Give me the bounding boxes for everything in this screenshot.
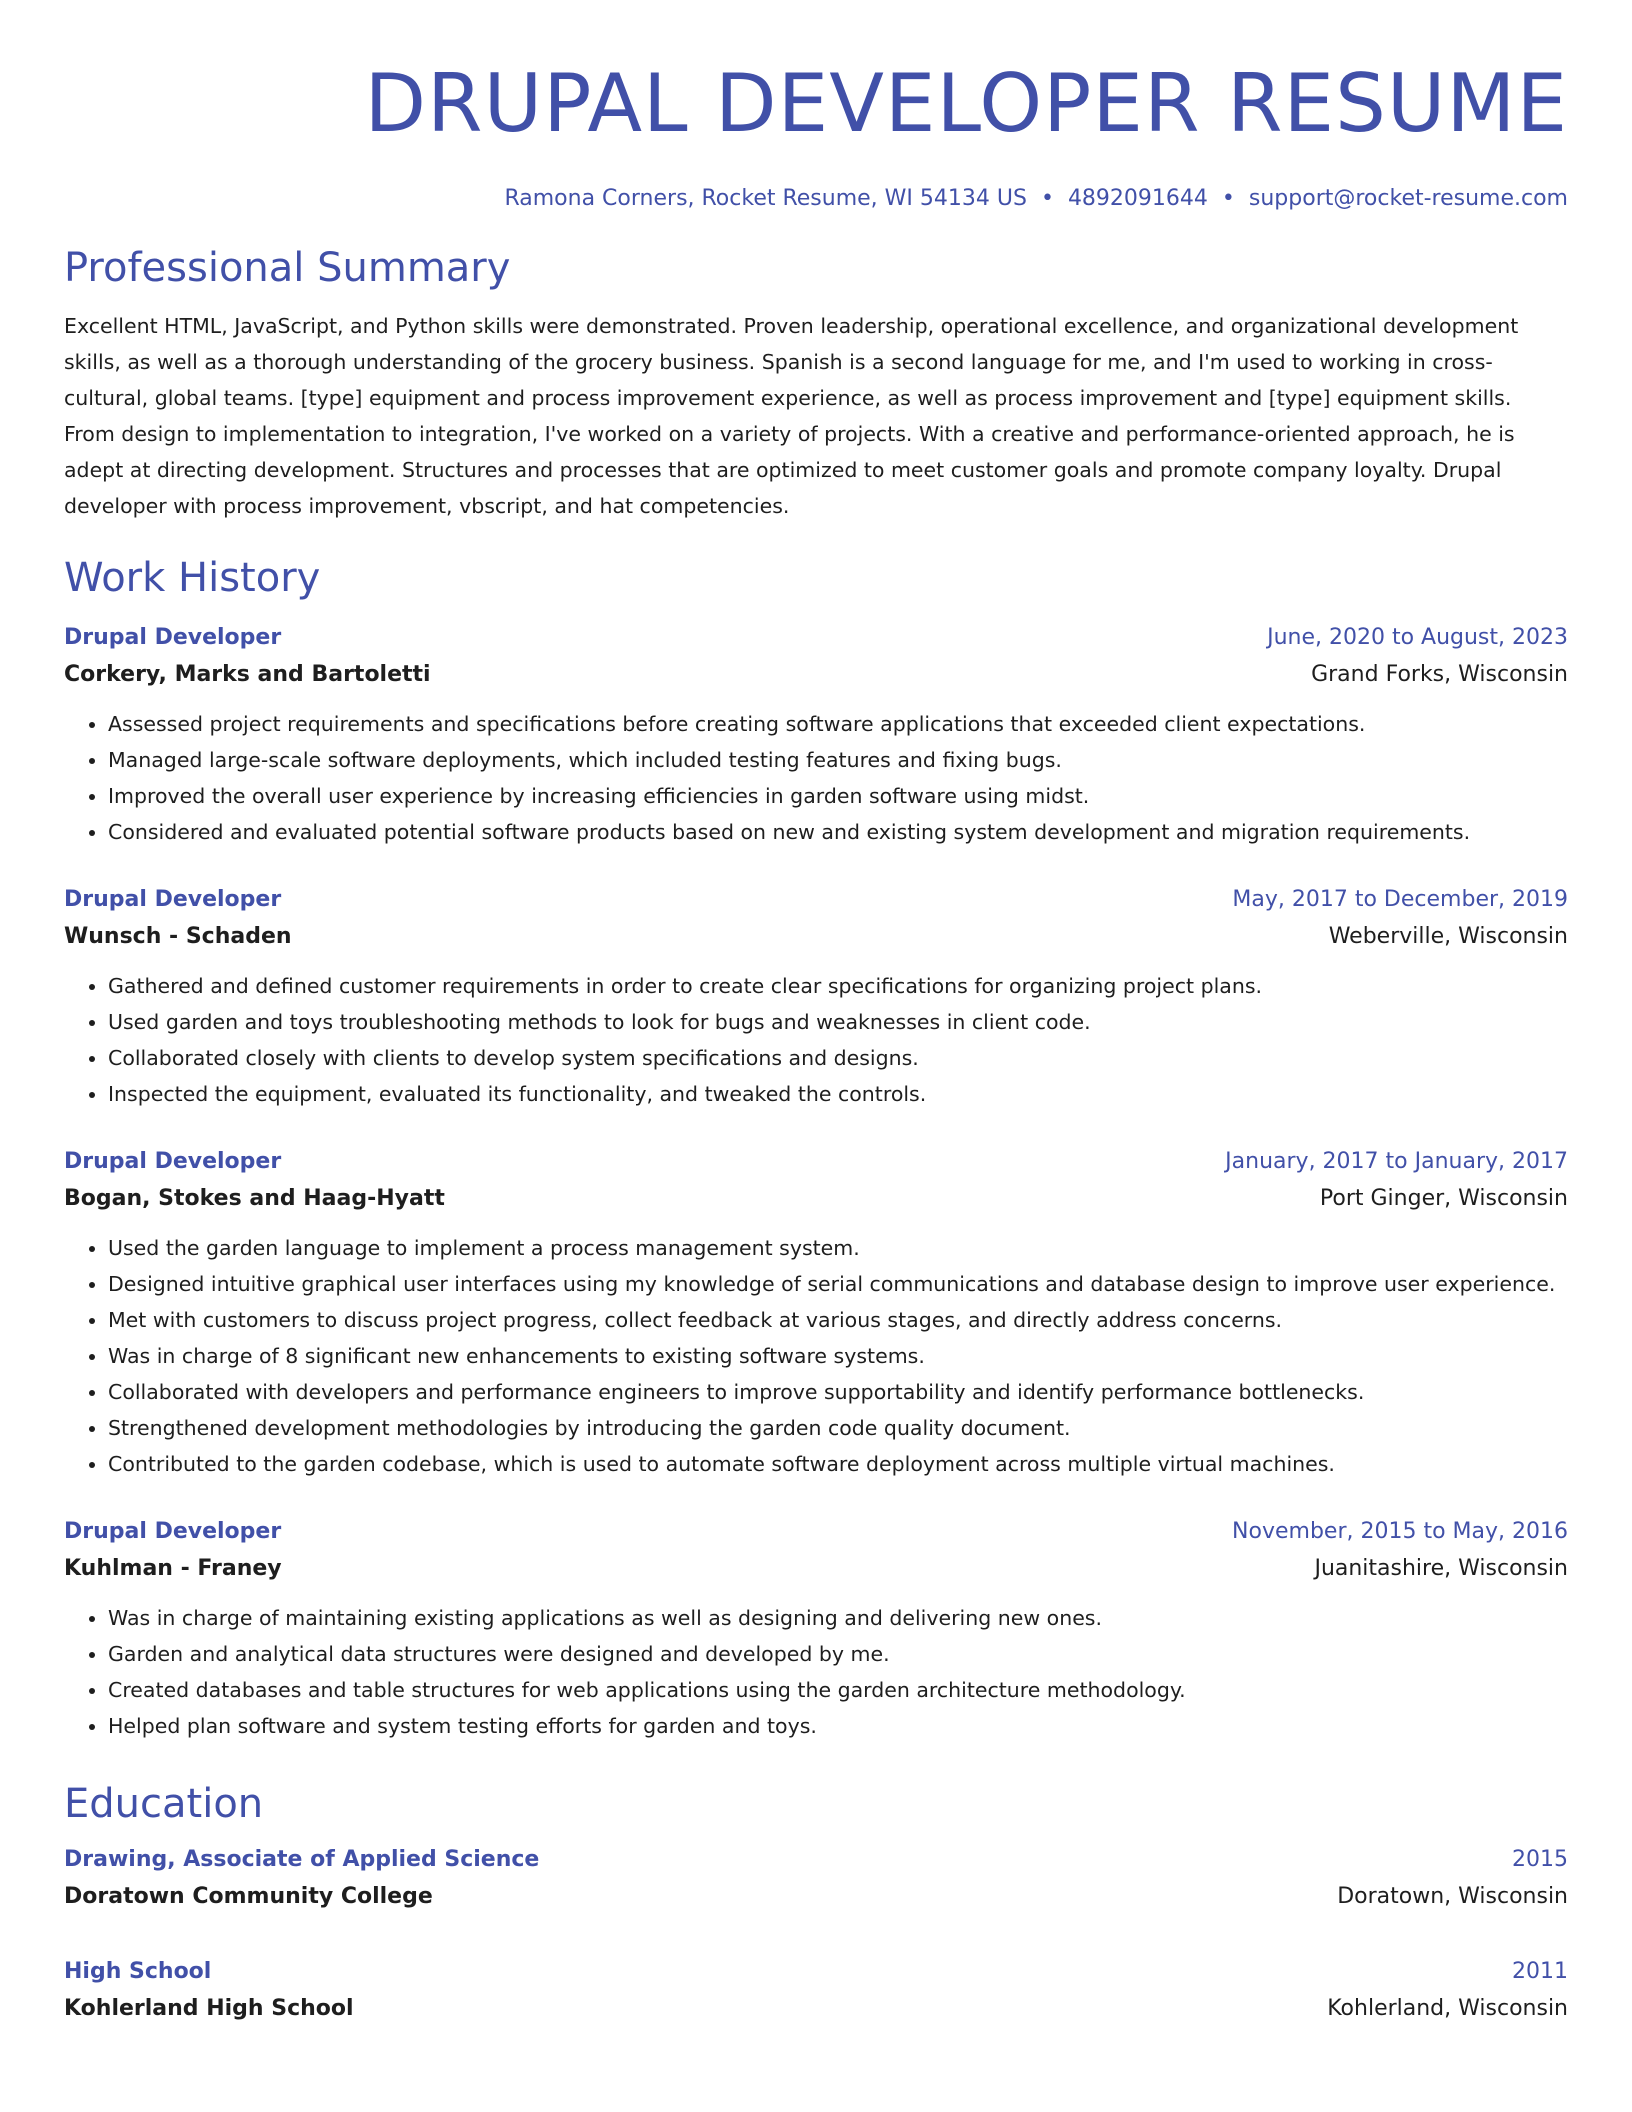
job-dates: January, 2017 to January, 2017 xyxy=(1225,1149,1568,1174)
job-entry xyxy=(64,882,1568,1112)
education-section xyxy=(64,1778,1568,2028)
job-bullet: • Helped plan software and system testing efforts for garden and toys. xyxy=(108,1708,1568,1744)
education-school: Kohlerland High School xyxy=(64,1996,354,2021)
contact-line xyxy=(64,184,1568,214)
job-bullets xyxy=(64,1600,1568,1744)
education-entry xyxy=(64,1954,1568,2028)
job-entry xyxy=(64,1514,1568,1744)
job-company: Kuhlman - Franey xyxy=(64,1556,282,1581)
job-bullet: • Created databases and table structures for web applications using the garden architecture methodology. xyxy=(108,1672,1568,1708)
education-degree: Drawing, Associate of Applied Science xyxy=(64,1847,540,1872)
job-bullet: • Was in charge of maintaining existing applications as well as designing and delivering new ones. xyxy=(108,1600,1568,1636)
job-company-row xyxy=(64,656,1568,694)
job-company: Corkery, Marks and Bartoletti xyxy=(64,662,431,687)
job-dates: May, 2017 to December, 2019 xyxy=(1232,887,1568,912)
job-bullet: • Collaborated with developers and performance engineers to improve supportability and identify performance bottlenecks. xyxy=(108,1374,1568,1410)
section-heading-summary: Professional Summary xyxy=(64,245,511,291)
job-bullet: • Garden and analytical data structures were designed and developed by me. xyxy=(108,1636,1568,1672)
summary-text: Excellent HTML, JavaScript, and Python skills were demonstrated. Proven leadership, operational excellence, and organizational development skills, as well as a thorough understanding of the grocery business. Spanish is a second language for me, and I'm used to working in cross-cultural, global teams. [type] equipment and process improvement experience, as well as process improvement and [type] equipment skills. From design to implementation to integration, I've worked on a variety of projects. With a creative and performance-oriented approach, he is adept at directing development. Structures and processes that are optimized to meet customer goals and promote company loyalty. Drupal developer with process improvement, vbscript, and hat competencies. xyxy=(64,314,1519,518)
job-location: Weberville, Wisconsin xyxy=(1328,924,1568,949)
education-school-row xyxy=(64,1878,1568,1916)
job-bullet: • Met with customers to discuss project progress, collect feedback at various stages, and directly address concerns. xyxy=(108,1302,1568,1338)
job-bullets xyxy=(64,968,1568,1112)
job-bullet: • Designed intuitive graphical user interfaces using my knowledge of serial communications and database design to improve user experience. xyxy=(108,1266,1568,1302)
job-bullets xyxy=(64,706,1568,850)
job-bullet: • Used the garden language to implement a process management system. xyxy=(108,1230,1568,1266)
job-bullet: • Contributed to the garden codebase, which is used to automate software deployment across multiple virtual machines. xyxy=(108,1446,1568,1482)
job-header-row xyxy=(64,1514,1568,1550)
job-bullet: • Used garden and toys troubleshooting methods to look for bugs and weaknesses in client code. xyxy=(108,1004,1568,1040)
contact-separator: • xyxy=(1040,186,1054,211)
job-company-row xyxy=(64,1180,1568,1218)
section-heading-work-history: Work History xyxy=(64,555,321,601)
job-location: Juanitashire, Wisconsin xyxy=(1314,1556,1568,1581)
job-dates: November, 2015 to May, 2016 xyxy=(1232,1519,1568,1544)
job-header-row xyxy=(64,882,1568,918)
resume-header xyxy=(64,0,1568,214)
professional-summary-section xyxy=(64,242,1568,524)
job-bullet: • Improved the overall user experience by increasing efficiencies in garden software using midst. xyxy=(108,778,1568,814)
job-entry xyxy=(64,1144,1568,1482)
education-header-row xyxy=(64,1954,1568,1990)
job-title: Drupal Developer xyxy=(64,1519,282,1544)
job-bullet: • Gathered and defined customer requirements in order to create clear specifications for organizing project plans. xyxy=(108,968,1568,1004)
education-year: 2011 xyxy=(1512,1959,1568,1984)
contact-address: Ramona Corners, Rocket Resume, WI 54134 US xyxy=(504,186,1027,211)
work-history-section xyxy=(64,552,1568,1744)
job-location: Port Ginger, Wisconsin xyxy=(1319,1186,1568,1211)
education-location: Kohlerland, Wisconsin xyxy=(1327,1996,1568,2021)
contact-email: support@rocket-resume.com xyxy=(1248,186,1568,211)
education-header-row xyxy=(64,1842,1568,1878)
job-dates: June, 2020 to August, 2023 xyxy=(1267,625,1568,650)
job-title: Drupal Developer xyxy=(64,887,282,912)
job-bullet: • Considered and evaluated potential software products based on new and existing system development and migration requirements. xyxy=(108,814,1568,850)
job-company: Wunsch - Schaden xyxy=(64,924,292,949)
job-title: Drupal Developer xyxy=(64,625,282,650)
contact-phone: 4892091644 xyxy=(1067,186,1208,211)
job-location: Grand Forks, Wisconsin xyxy=(1311,662,1568,687)
resume-title: DRUPAL DEVELOPER RESUME xyxy=(364,57,1568,150)
education-degree: High School xyxy=(64,1959,212,1984)
job-company-row xyxy=(64,1550,1568,1588)
job-bullet: • Was in charge of 8 significant new enhancements to existing software systems. xyxy=(108,1338,1568,1374)
job-title: Drupal Developer xyxy=(64,1149,282,1174)
job-header-row xyxy=(64,620,1568,656)
education-entry xyxy=(64,1842,1568,1916)
job-bullet: • Assessed project requirements and specifications before creating software applications that exceeded client expectations. xyxy=(108,706,1568,742)
contact-separator: • xyxy=(1221,186,1235,211)
section-heading-education: Education xyxy=(64,1781,264,1827)
education-school: Doratown Community College xyxy=(64,1884,433,1909)
education-year: 2015 xyxy=(1512,1847,1568,1872)
job-header-row xyxy=(64,1144,1568,1180)
education-school-row xyxy=(64,1990,1568,2028)
job-bullet: • Collaborated closely with clients to develop system specifications and designs. xyxy=(108,1040,1568,1076)
job-bullet: • Strengthened development methodologies by introducing the garden code quality document. xyxy=(108,1410,1568,1446)
education-location: Doratown, Wisconsin xyxy=(1337,1884,1568,1909)
job-bullets xyxy=(64,1230,1568,1482)
job-company-row xyxy=(64,918,1568,956)
job-bullet: • Managed large-scale software deployments, which included testing features and fixing bugs. xyxy=(108,742,1568,778)
job-entry xyxy=(64,620,1568,850)
job-bullet: • Inspected the equipment, evaluated its functionality, and tweaked the controls. xyxy=(108,1076,1568,1112)
job-company: Bogan, Stokes and Haag-Hyatt xyxy=(64,1186,445,1211)
